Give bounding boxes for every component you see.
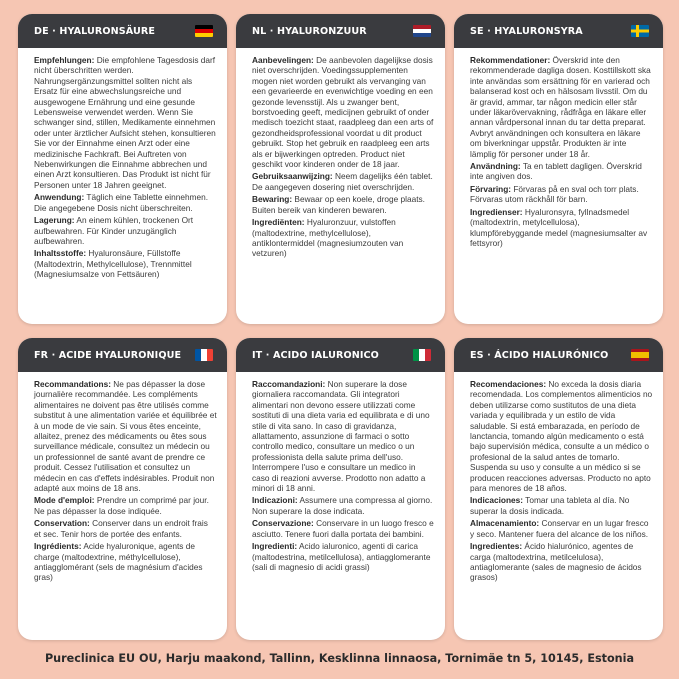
section-storage: Conservazione: Conservare in un luogo fresco e asciutto. Tenere fuori dalla portata dei bambini. <box>252 518 434 539</box>
france-flag-icon <box>195 349 213 361</box>
company-address: Pureclinica EU OU, Harju maakond, Tallinn, Kesklinna linnaosa, Tornimäe tn 5, 10145, Estonia <box>44 652 635 665</box>
card-se <box>454 14 663 324</box>
section-ingredients: Inhaltsstoffe: Hyaluronsäure, Füllstoffe (Maltodextrin, Methylcellulose), Trennmittel (Magnesiumsalze von Fettsäuren) <box>34 248 192 280</box>
section-recommendations: Empfehlungen: Die empfohlene Tagesdosis darf nicht überschritten werden. Nahrungsergänzungsmittel sollten nicht als Ersatz für eine abwechslungsreiche und ausgewogene Ernährung und eine gesunde Lebensweise verwendet werden. Wenn Sie schwanger sind, stillen, Medikamente einnehmen oder unter ärztlicher Aufsicht stehen, konsultieren Sie vor der Einnahme einen Arzt oder eine medizinische Fachkraft. Bei Auftreten von Nebenwirkungen die Einnahme abbrechen und einen Arzt konsultieren. Das Produkt ist nicht für Personen unter 18 Jahren geeignet. <box>34 55 216 190</box>
section-ingredients: Ingredienser: Hyaluronsyra, fyllnadsmedel (maltodextrin, metylcellulosa), klumpförebyggande medel (magnesiumsalter av fettsyror) <box>470 206 648 248</box>
section-usage: Användning: Ta en tablett dagligen. Överskrid inte angiven dos. <box>470 161 642 182</box>
card-body <box>454 372 663 591</box>
section-recommendations: Recommandations: Ne pas dépasser la dose journalière recommandée. Les compléments alimentaires ne doivent pas être utilisés comme substitut à une alimentation variée et équilibrée et à un mode de vie sain. Si vous êtes enceinte, allaitez, prenez des médicaments ou êtes sous surveillance médicale, consultez un médecin ou un professionnel de santé avant de prendre ce produit. Cessez l'utilisation et consultez un médecin en cas d'effets indésirables. Produit non adapté aux moins de 18 ans. <box>34 379 217 494</box>
section-ingredients: Ingrédients: Acide hyaluronique, agents de charge (maltodextrine, méthylcellulose), antiagglomérant (sels de magnésium d'acides gras) <box>34 541 203 583</box>
card-de <box>18 14 227 324</box>
section-ingredients: Ingrediënten: Hyaluronzuur, vulstoffen (maltodextrine, methylcellulose), antiklontermiddel (magnesiumzouten van vetzuren) <box>252 217 404 259</box>
card-body <box>236 372 445 580</box>
card-it <box>236 338 445 640</box>
section-recommendations: Aanbevelingen: De aanbevolen dagelijkse dosis niet overschrijden. Voedingssupplementen mogen niet worden gebruikt als vervanging van een gevarieerde en evenwichtige voeding en een gezonde levensstijl. Als u zwanger bent, borstvoeding geeft, medicijnen gebruikt of onder medisch toezicht staat, raadpleeg dan een arts of gezondheidsprofessional voordat u dit product gebruikt. Stop het gebruik en raadpleeg een arts als er bijwerkingen optreden. Product niet geschikt voor kinderen onder de 18 jaar. <box>252 55 434 170</box>
section-storage: Bewaring: Bewaar op een koele, droge plaats. Buiten bereik van kinderen bewaren. <box>252 194 425 215</box>
card-header <box>18 14 227 48</box>
italy-flag-icon <box>413 349 431 361</box>
netherlands-flag-icon <box>413 25 431 37</box>
card-nl <box>236 14 445 324</box>
section-usage: Mode d'emploi: Prendre un comprimé par jour. Ne pas dépasser la dose indiquée. <box>34 495 209 516</box>
card-fr <box>18 338 227 640</box>
section-usage: Anwendung: Täglich eine Tablette einnehmen. Die angegebene Dosis nicht überschreiten. <box>34 192 209 213</box>
card-header <box>236 338 445 372</box>
section-recommendations: Recomendaciones: No exceda la dosis diaria recomendada. Los complementos alimenticios no deben utilizarse como sustitutos de una dieta variada y equilibrada y un estilo de vida saludable. Si está embarazada, en período de lanctancia, tomando algún medicamento o está bajo supervisión médica, consulte a un médico o profesional de la salud antes de tomarlo. Suspenda su uso y consulte a un médico si se producen reacciones adversas. Producto no apto para menores de 18 años. <box>470 379 653 494</box>
card-title: DE · HYALURONSÄURE <box>34 25 156 37</box>
section-ingredients: Ingredientes: Ácido hialurónico, agentes de carga (maltodextrina, metilcelulosa), antiaglomerante (sales de magnesio de ácidos grasos) <box>470 541 642 583</box>
section-usage: Gebruiksaanwijzing: Neem dagelijks één tablet. De aangegeven dosering niet overschrijden. <box>252 171 433 192</box>
section-usage: Indicazioni: Assumere una compressa al giorno. Non superare la dose indicata. <box>252 495 433 516</box>
section-ingredients: Ingredienti: Acido ialuronico, agenti di carica (maltodestrina, metilcellulosa), antiagglomerante (sali di magnesio di acidi grassi) <box>252 541 431 572</box>
section-usage: Indicaciones: Tomar una tableta al día. No superar la dosis indicada. <box>470 495 630 516</box>
card-body <box>18 48 227 288</box>
card-body <box>454 48 663 256</box>
card-body <box>236 48 445 267</box>
section-storage: Lagerung: An einem kühlen, trockenen Ort aufbewahren. Für Kinder unzugänglich aufbewahren. <box>34 215 194 246</box>
card-body <box>18 372 227 591</box>
card-title: FR · ACIDE HYALURONIQUE <box>34 349 182 361</box>
section-storage: Förvaring: Förvaras på en sval och torr plats. Förvaras utom räckhåll för barn. <box>470 183 639 205</box>
card-header <box>454 14 663 48</box>
card-title: SE · HYALURONSYRA <box>470 25 583 37</box>
spain-flag-icon <box>631 349 649 361</box>
card-es <box>454 338 663 640</box>
card-title: IT · ACIDO IALURONICO <box>252 349 379 361</box>
card-title: ES · ÁCIDO HIALURÓNICO <box>470 349 609 361</box>
card-header <box>454 338 663 372</box>
section-storage: Conservation: Conserver dans un endroit frais et sec. Tenir hors de portée des enfants. <box>34 518 208 539</box>
section-recommendations: Raccomandazioni: Non superare la dose giornaliera raccomandata. Gli integratori alimentari non devono essere utilizzati come sostituti di una dieta varia ed equilibrata e di uno stile di vita sano. In caso di gravidanza, allattamento, assunzione di farmaci o sotto controllo medico, consultare un medico o un professionista della salute prima dell'uso. Interrompere l'uso e consultare un medico in caso di reazioni avverse. Prodotto non adatto a minori di 18 anni. <box>252 379 430 494</box>
section-recommendations: Rekommendationer: Överskrid inte den rekommenderade dagliga dosen. Kosttillskott ska inte användas som ersättning för en varierad och balanserad kost och en hälsosam livsstil. Om du är gravid, ammar, tar någon medicin eller står under läkarövervakning, rådfråga en läkare eller annan vårdpersonal innan du tar detta preparat. Avbryt användningen och konsultera en läkare om biverkningar uppstår. Produkten är inte lämplig för personer under 18 år. <box>470 55 651 159</box>
card-header <box>18 338 227 372</box>
germany-flag-icon <box>195 25 213 37</box>
section-storage: Almacenamiento: Conservar en un lugar fresco y seco. Mantener fuera del alcance de los niños. <box>470 518 649 539</box>
sweden-flag-icon <box>631 25 649 37</box>
card-title: NL · HYALURONZUUR <box>252 25 367 37</box>
card-header <box>236 14 445 48</box>
